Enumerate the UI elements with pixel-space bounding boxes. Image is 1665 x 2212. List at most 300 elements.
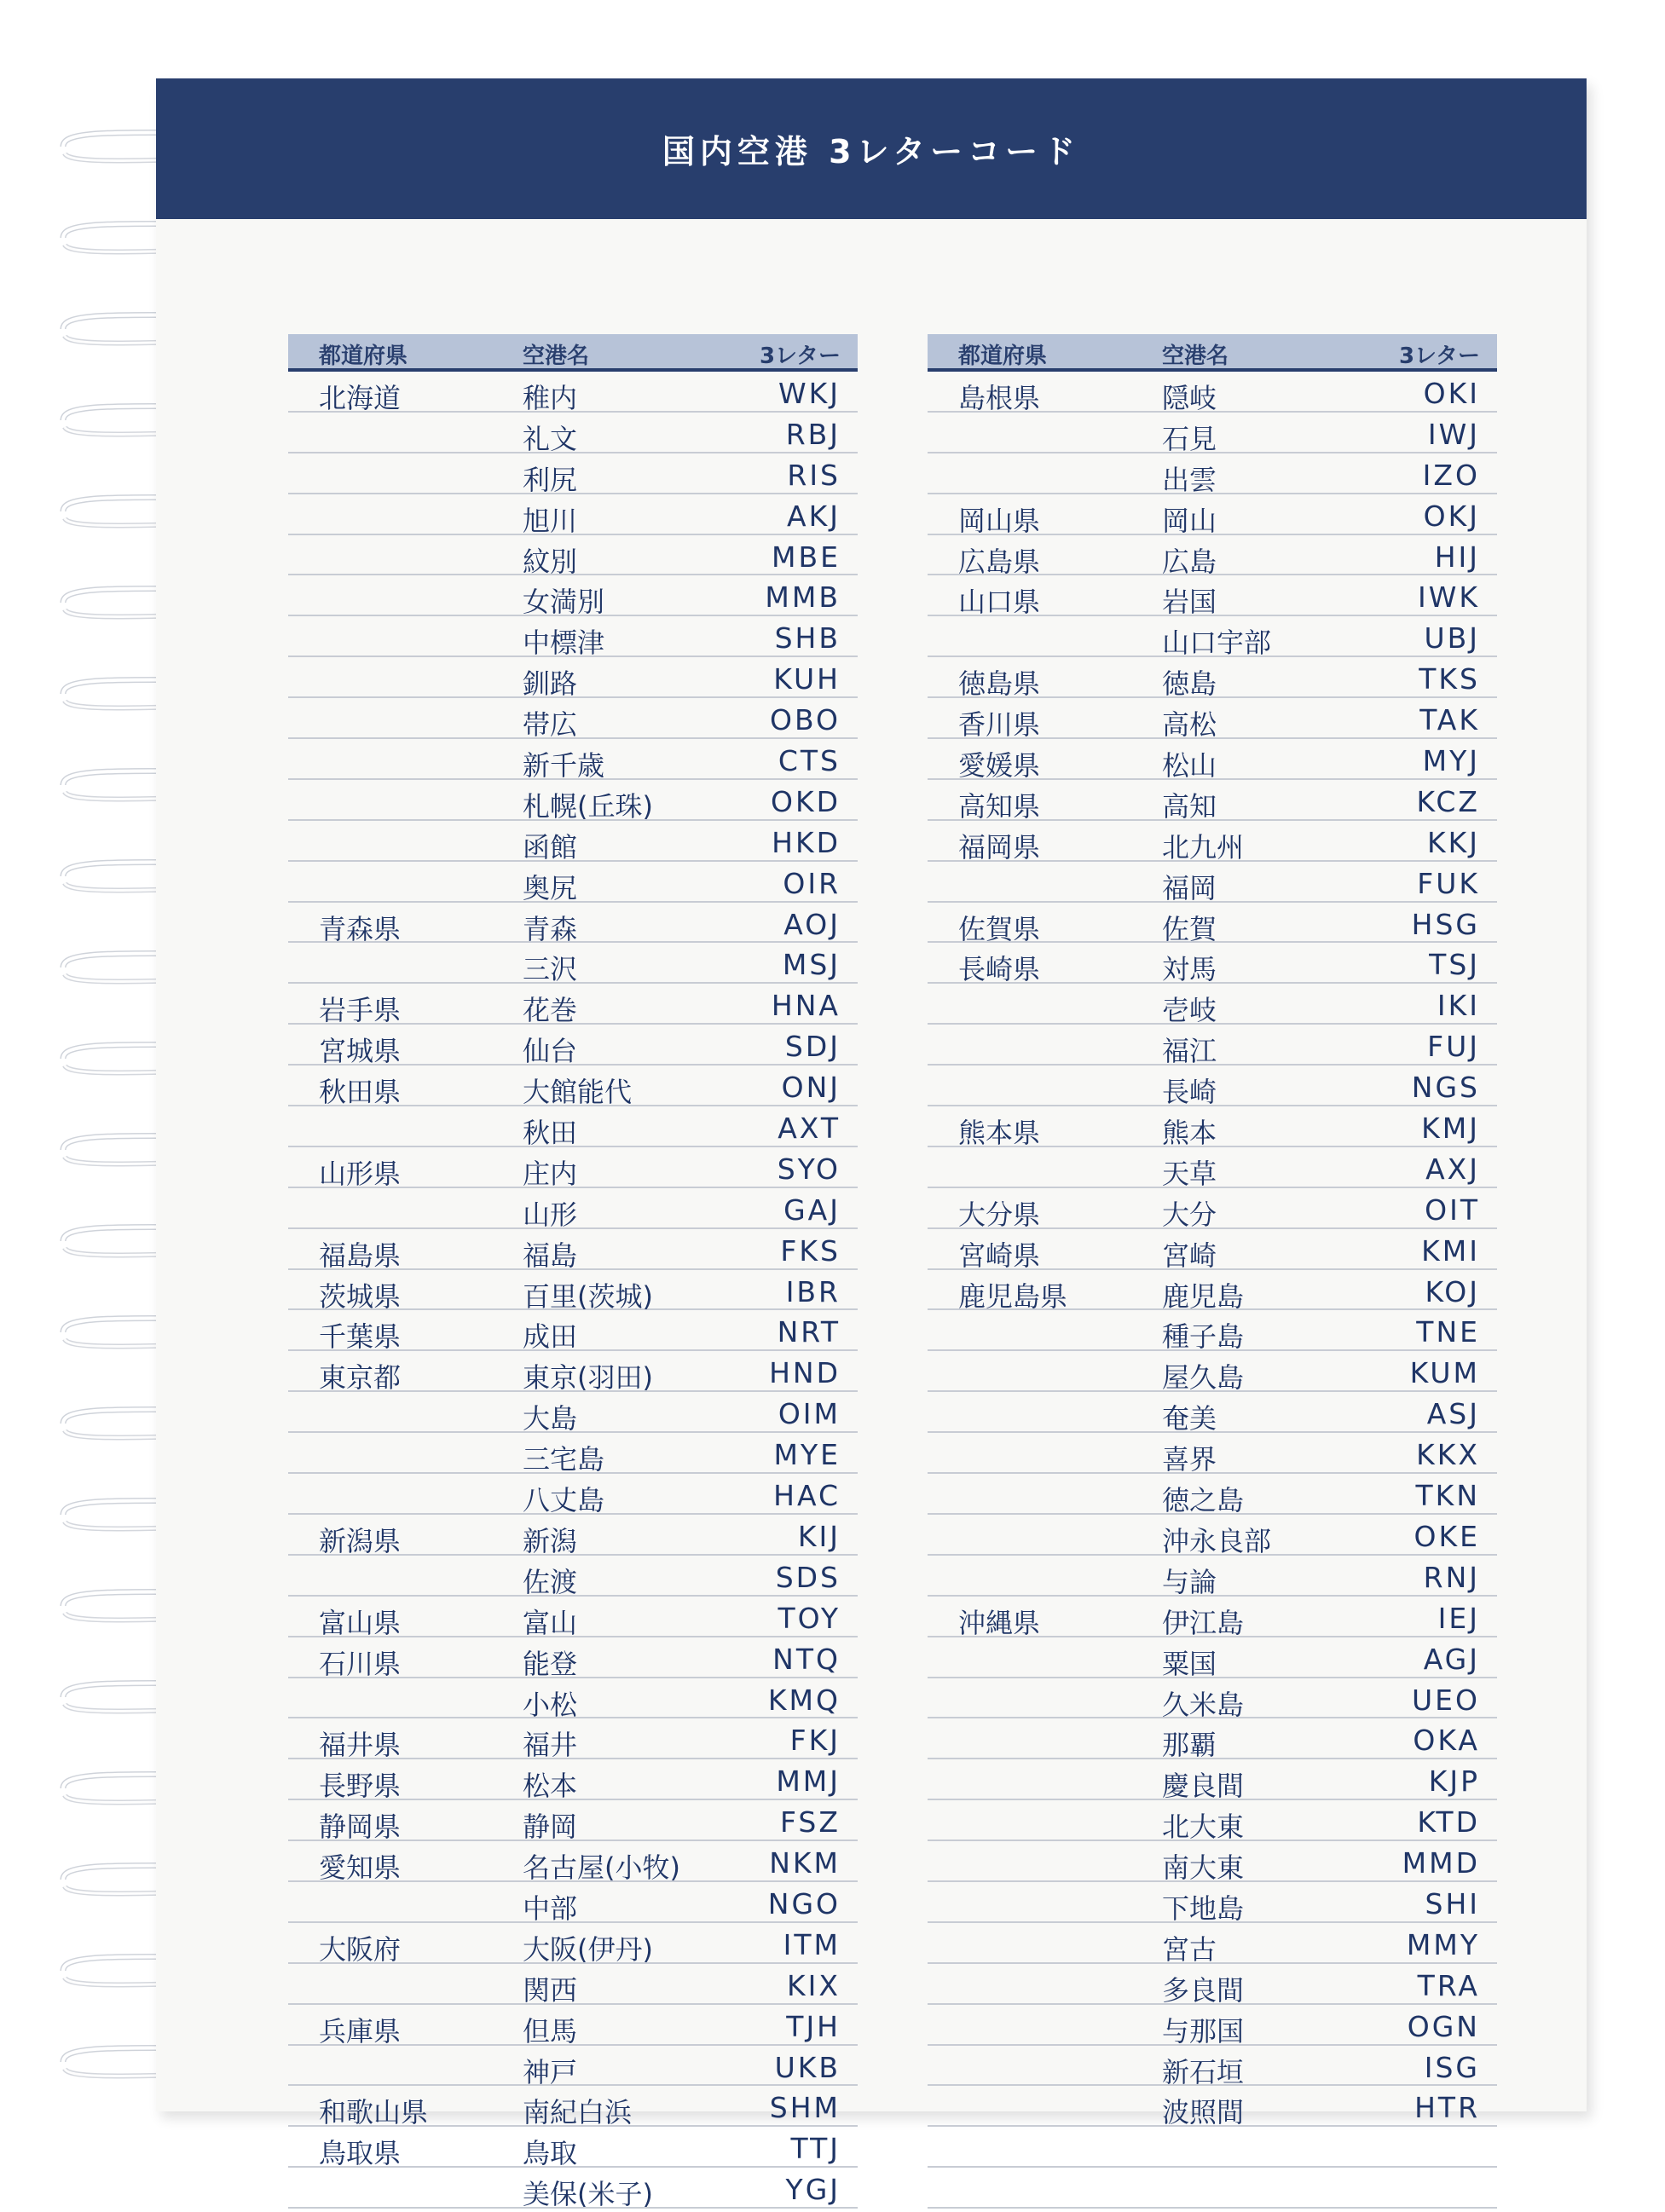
prefecture-cell: 福岡県 (958, 830, 1041, 863)
table-row (928, 1106, 1497, 1150)
table-row (928, 1841, 1497, 1885)
airport-cell: 壱岐 (1162, 994, 1217, 1027)
airport-cell: 喜界 (1162, 1443, 1217, 1476)
table-row (928, 657, 1497, 701)
table-row (288, 2086, 858, 2127)
code-cell: OGN (1407, 2009, 1480, 2043)
airport-cell: 南大東 (1162, 1851, 1245, 1885)
code-cell: IWJ (1427, 417, 1480, 451)
airport-table-left (288, 334, 858, 2209)
airport-cell: 札幌(丘珠) (523, 789, 653, 823)
table-row (928, 494, 1497, 535)
airport-cell: 紋別 (523, 545, 578, 578)
table-row (928, 1147, 1497, 1188)
airport-cell: 三宅島 (523, 1443, 605, 1476)
prefecture-cell: 愛媛県 (958, 749, 1041, 783)
code-cell: RIS (787, 458, 841, 492)
code-cell: UKB (774, 2050, 841, 2084)
code-cell: SHI (1425, 1886, 1480, 1920)
code-cell: HNA (771, 989, 841, 1023)
airport-cell: 静岡 (523, 1811, 578, 1844)
table-header (288, 334, 858, 372)
airport-cell: 神戸 (523, 2055, 578, 2088)
code-cell: KMJ (1421, 1112, 1480, 1146)
table-row (288, 1515, 858, 1556)
airport-cell: 富山 (523, 1606, 578, 1639)
airport-cell: 仙台 (523, 1035, 578, 1068)
code-cell: TSJ (1429, 948, 1480, 982)
code-cell: UEO (1412, 1683, 1480, 1717)
code-cell: KIJ (797, 1519, 841, 1553)
code-cell: RNJ (1423, 1560, 1480, 1594)
airport-cell: 慶良間 (1162, 1770, 1245, 1803)
code-cell: OBO (769, 703, 841, 737)
code-cell: OKJ (1423, 499, 1480, 533)
table-row (288, 984, 858, 1025)
table-row (288, 453, 858, 494)
airport-cell: 粟国 (1162, 1647, 1217, 1680)
code-cell: KKX (1416, 1438, 1480, 1472)
table-row (288, 1800, 858, 1844)
code-cell: IBR (785, 1274, 841, 1308)
prefecture-cell: 山口県 (958, 586, 1041, 619)
code-cell: SYO (777, 1152, 841, 1186)
table-row (288, 1310, 858, 1354)
code-cell: ITM (783, 1927, 841, 1961)
prefecture-cell: 鳥取県 (319, 2137, 402, 2170)
airport-cell: 出雲 (1162, 463, 1217, 496)
airport-cell: 佐渡 (523, 1565, 578, 1598)
prefecture-cell: 石川県 (319, 1647, 402, 1680)
table-row (288, 657, 858, 701)
code-cell: FKJ (789, 1724, 841, 1758)
table-row (928, 2086, 1497, 2127)
code-cell: FSZ (780, 1805, 841, 1839)
table-row (288, 2168, 858, 2209)
code-cell: ONJ (781, 1071, 841, 1105)
airport-cell: 秋田 (523, 1117, 578, 1150)
table-row (288, 1147, 858, 1188)
table-row (288, 1637, 858, 1678)
prefecture-cell: 沖縄県 (958, 1606, 1041, 1639)
table-row (288, 1474, 858, 1515)
prefecture-cell: 鹿児島県 (958, 1279, 1068, 1313)
table-row (928, 1310, 1497, 1354)
table-row (288, 1270, 858, 1311)
airport-cell: 福島 (523, 1239, 578, 1272)
airport-cell: 種子島 (1162, 1320, 1245, 1354)
code-cell: OKE (1414, 1519, 1480, 1553)
airport-cell: 大館能代 (523, 1076, 633, 1109)
table-row (288, 1433, 858, 1474)
code-cell: ISG (1424, 2050, 1480, 2084)
table-row (288, 1392, 858, 1433)
code-cell: SDJ (784, 1030, 841, 1064)
prefecture-cell: 大阪府 (319, 1932, 402, 1966)
airport-cell: 福江 (1162, 1035, 1217, 1068)
code-cell: TKN (1415, 1479, 1480, 1513)
airport-cell: 大阪(伊丹) (523, 1932, 653, 1966)
airport-cell: 大島 (523, 1402, 578, 1435)
airport-cell: 庄内 (523, 1157, 578, 1190)
airport-cell: 但馬 (523, 2014, 578, 2047)
code-cell: TKS (1419, 662, 1480, 696)
code-cell: IWK (1417, 580, 1480, 615)
code-cell: AOJ (783, 907, 841, 941)
code-cell: RBJ (785, 417, 841, 451)
table-row (928, 535, 1497, 576)
airport-cell: 北大東 (1162, 1811, 1245, 1844)
prefecture-cell: 長野県 (319, 1770, 402, 1803)
code-cell: HIJ (1434, 540, 1480, 574)
code-cell: FUK (1417, 866, 1480, 900)
airport-cell: 波照間 (1162, 2096, 1245, 2129)
table-row (288, 2127, 858, 2168)
table-row (928, 862, 1497, 903)
airport-cell: 沖永良部 (1162, 1524, 1272, 1557)
airport-cell: 利尻 (523, 463, 578, 496)
header-code: 3レター (759, 344, 841, 369)
table-row (288, 1964, 858, 2005)
airport-cell: 長崎 (1162, 1076, 1217, 1109)
table-row (288, 821, 858, 862)
notebook-page (156, 78, 1587, 2211)
table-body (928, 372, 1497, 2209)
table-row (288, 372, 858, 413)
table-row (928, 575, 1497, 619)
code-cell: AKJ (787, 499, 841, 533)
table-row (288, 535, 858, 576)
airport-cell: 岩国 (1162, 586, 1217, 619)
airport-cell: 那覇 (1162, 1729, 1217, 1762)
table-row (928, 453, 1497, 494)
table-row (928, 1556, 1497, 1597)
code-cell: GAJ (783, 1193, 841, 1227)
airport-cell: 山形 (523, 1198, 578, 1231)
table-row (928, 1923, 1497, 1964)
header-prefecture: 都道府県 (319, 344, 408, 369)
table-row (928, 1515, 1497, 1556)
table-row (288, 1229, 858, 1270)
airport-cell: 八丈島 (523, 1484, 605, 1517)
code-cell: TOY (778, 1601, 841, 1635)
code-cell: MYE (773, 1438, 841, 1472)
code-cell: MBE (772, 540, 841, 574)
airport-cell: 多良間 (1162, 1973, 1245, 2007)
prefecture-cell: 宮崎県 (958, 1239, 1041, 1272)
airport-cell: 石見 (1162, 422, 1217, 455)
code-cell: MMB (765, 580, 841, 615)
code-cell: HAC (773, 1479, 841, 1513)
prefecture-cell: 福井県 (319, 1729, 402, 1762)
code-cell: IKI (1437, 989, 1480, 1023)
airport-cell: 天草 (1162, 1157, 1217, 1190)
table-row (288, 739, 858, 783)
code-cell: ASJ (1426, 1397, 1480, 1431)
airport-cell: 対馬 (1162, 953, 1217, 986)
code-cell: KUH (773, 662, 841, 696)
airport-cell: 奄美 (1162, 1402, 1217, 1435)
airport-cell: 徳島 (1162, 667, 1217, 701)
table-row (928, 984, 1497, 1025)
code-cell: HND (769, 1356, 841, 1390)
airport-cell: 小松 (523, 1688, 578, 1721)
table-row (928, 1678, 1497, 1719)
prefecture-cell: 高知県 (958, 789, 1041, 823)
table-row (288, 2046, 858, 2087)
airport-cell: 旭川 (523, 504, 578, 537)
prefecture-cell: 和歌山県 (319, 2096, 429, 2129)
table-row (928, 2046, 1497, 2087)
header-prefecture: 都道府県 (958, 344, 1048, 369)
code-cell: OIM (778, 1397, 841, 1431)
prefecture-cell: 大分県 (958, 1198, 1041, 1231)
table-row (288, 1678, 858, 1719)
table-row (928, 698, 1497, 742)
code-cell: MMJ (776, 1764, 841, 1799)
prefecture-cell: 青森県 (319, 912, 402, 945)
table-row (928, 2127, 1497, 2168)
table-row (928, 372, 1497, 413)
table-row (288, 1718, 858, 1762)
code-cell: MSJ (782, 948, 841, 982)
table-row (288, 1556, 858, 1597)
code-cell: AGJ (1423, 1642, 1480, 1676)
table-row (288, 1025, 858, 1066)
airport-cell: 松山 (1162, 749, 1217, 783)
airport-cell: 東京(羽田) (523, 1361, 653, 1395)
code-cell: NKM (769, 1846, 841, 1880)
airport-cell: 高松 (1162, 708, 1217, 742)
code-cell: HSG (1411, 907, 1480, 941)
airport-cell: 女満別 (523, 586, 605, 619)
prefecture-cell: 岩手県 (319, 994, 402, 1027)
code-cell: KIX (787, 1968, 841, 2002)
airport-cell: 花巻 (523, 994, 578, 1027)
airport-cell: 山口宇部 (1162, 627, 1272, 660)
airport-cell: 新千歳 (523, 749, 605, 783)
table-row (928, 1270, 1497, 1311)
table-row (928, 1637, 1497, 1678)
table-row (928, 739, 1497, 783)
prefecture-cell: 千葉県 (319, 1320, 402, 1354)
table-row (288, 1106, 858, 1150)
code-cell: AXJ (1425, 1152, 1480, 1186)
prefecture-cell: 静岡県 (319, 1811, 402, 1844)
code-cell: KTD (1417, 1805, 1480, 1839)
code-cell: WKJ (778, 377, 841, 410)
table-row (288, 1882, 858, 1923)
airport-table-right (928, 334, 1497, 2209)
airport-cell: 与那国 (1162, 2014, 1245, 2047)
table-row (928, 1718, 1497, 1762)
airport-cell: 徳之島 (1162, 1484, 1245, 1517)
table-row (288, 1597, 858, 1637)
prefecture-cell: 愛知県 (319, 1851, 402, 1885)
table-row (928, 413, 1497, 453)
table-row (288, 413, 858, 453)
code-cell: IEJ (1437, 1601, 1480, 1635)
code-cell: HTR (1414, 2091, 1480, 2125)
code-cell: KKJ (1426, 825, 1480, 859)
airport-cell: 青森 (523, 912, 578, 945)
code-cell: AXT (778, 1112, 841, 1146)
table-row (928, 1597, 1497, 1637)
code-cell: OKA (1413, 1724, 1480, 1758)
header-code: 3レター (1398, 344, 1480, 369)
prefecture-cell: 島根県 (958, 382, 1041, 414)
airport-cell: 広島 (1162, 545, 1217, 578)
prefecture-cell: 富山県 (319, 1606, 402, 1639)
prefecture-cell: 広島県 (958, 545, 1041, 578)
header-airport: 空港名 (1162, 344, 1229, 369)
code-cell: IZO (1422, 458, 1480, 492)
airport-cell: 礼文 (523, 422, 578, 455)
airport-cell: 福岡 (1162, 871, 1217, 904)
code-cell: TJH (786, 2009, 841, 2043)
table-row (928, 780, 1497, 821)
code-cell: KJP (1428, 1764, 1480, 1799)
airport-cell: 美保(米子) (523, 2178, 653, 2211)
airport-cell: 南紀白浜 (523, 2096, 633, 2129)
code-cell: MMD (1402, 1846, 1480, 1880)
table-row (288, 1188, 858, 1229)
table-row (928, 1474, 1497, 1515)
airport-cell: 新石垣 (1162, 2055, 1245, 2088)
code-cell: FUJ (1427, 1030, 1480, 1064)
airport-cell: 高知 (1162, 789, 1217, 823)
table-row (928, 1800, 1497, 1844)
table-row (288, 494, 858, 535)
airport-cell: 伊江島 (1162, 1606, 1245, 1639)
code-cell: MYJ (1422, 744, 1480, 778)
table-row (288, 780, 858, 821)
code-cell: KCZ (1416, 784, 1480, 818)
airport-cell: 名古屋(小牧) (523, 1851, 680, 1885)
code-cell: FKS (780, 1233, 841, 1268)
table-row (928, 943, 1497, 984)
airport-cell: 宮崎 (1162, 1239, 1217, 1272)
table-row (288, 1923, 858, 1964)
table-header (928, 334, 1497, 372)
code-cell: CTS (778, 744, 841, 778)
table-row (928, 1188, 1497, 1229)
table-row (288, 903, 858, 944)
airport-cell: 釧路 (523, 667, 578, 701)
airport-cell: 北九州 (1162, 830, 1245, 863)
code-cell: MMY (1406, 1927, 1480, 1961)
table-row (288, 2005, 858, 2046)
code-cell: KMI (1421, 1233, 1480, 1268)
table-row (928, 821, 1497, 862)
code-cell: TTJ (790, 2132, 841, 2166)
prefecture-cell: 東京都 (319, 1361, 402, 1395)
airport-cell: 稚内 (523, 382, 578, 414)
prefecture-cell: 熊本県 (958, 1117, 1041, 1150)
prefecture-cell: 宮城県 (319, 1035, 402, 1068)
table-row (928, 1882, 1497, 1923)
table-row (928, 1759, 1497, 1803)
airport-cell: 中部 (523, 1891, 578, 1925)
table-row (928, 1025, 1497, 1066)
code-cell: KMQ (767, 1683, 841, 1717)
prefecture-cell: 福島県 (319, 1239, 402, 1272)
table-row (928, 1066, 1497, 1109)
prefecture-cell: 佐賀県 (958, 912, 1041, 945)
code-cell: OIT (1425, 1193, 1480, 1227)
prefecture-cell: 香川県 (958, 708, 1041, 742)
airport-cell: 隠岐 (1162, 382, 1217, 414)
airport-cell: 新潟 (523, 1524, 578, 1557)
airport-cell: 奥尻 (523, 871, 578, 904)
airport-cell: 中標津 (523, 627, 605, 660)
prefecture-cell: 岡山県 (958, 504, 1041, 537)
code-cell: TNE (1416, 1315, 1480, 1349)
airport-cell: 屋久島 (1162, 1361, 1245, 1395)
code-cell: NGS (1411, 1071, 1480, 1105)
airport-cell: 関西 (523, 1973, 578, 2007)
table-row (928, 1964, 1497, 2005)
header-airport: 空港名 (523, 344, 590, 369)
code-cell: OIR (783, 866, 841, 900)
prefecture-cell: 徳島県 (958, 667, 1041, 701)
page-header (156, 78, 1587, 219)
table-row (288, 862, 858, 903)
code-cell: NTQ (772, 1642, 841, 1676)
airport-cell: 能登 (523, 1647, 578, 1680)
code-cell: TAK (1419, 703, 1480, 737)
code-cell: HKD (772, 825, 841, 859)
airport-cell: 宮古 (1162, 1932, 1217, 1966)
table-row (928, 1229, 1497, 1270)
code-cell: NRT (777, 1315, 841, 1349)
prefecture-cell: 新潟県 (319, 1524, 402, 1557)
table-row (288, 1066, 858, 1109)
airport-cell: 熊本 (1162, 1117, 1217, 1150)
table-row (928, 903, 1497, 944)
airport-cell: 久米島 (1162, 1688, 1245, 1721)
airport-cell: 松本 (523, 1770, 578, 1803)
code-cell: OKI (1423, 377, 1480, 410)
code-cell: SHB (774, 621, 841, 656)
airport-cell: 大分 (1162, 1198, 1217, 1231)
table-row (288, 1351, 858, 1395)
table-row (288, 1759, 858, 1803)
code-cell: KUM (1409, 1356, 1480, 1390)
airport-cell: 下地島 (1162, 1891, 1245, 1925)
code-cell: YGJ (785, 2173, 841, 2207)
table-row (928, 1433, 1497, 1474)
prefecture-cell: 茨城県 (319, 1279, 402, 1313)
code-cell: SHM (769, 2091, 841, 2125)
airport-cell: 佐賀 (1162, 912, 1217, 945)
airport-cell: 百里(茨城) (523, 1279, 653, 1313)
table-row (928, 616, 1497, 660)
table-row (288, 943, 858, 984)
airport-cell: 成田 (523, 1320, 578, 1354)
code-cell: UBJ (1424, 621, 1480, 656)
code-cell: KOJ (1425, 1274, 1480, 1308)
table-row (928, 1392, 1497, 1433)
prefecture-cell: 山形県 (319, 1157, 402, 1190)
table-row (288, 698, 858, 742)
airport-cell: 鹿児島 (1162, 1279, 1245, 1313)
table-row (928, 2168, 1497, 2209)
table-row (928, 1351, 1497, 1395)
table-row (288, 1841, 858, 1885)
airport-cell: 三沢 (523, 953, 578, 986)
code-cell: NGO (767, 1886, 841, 1920)
